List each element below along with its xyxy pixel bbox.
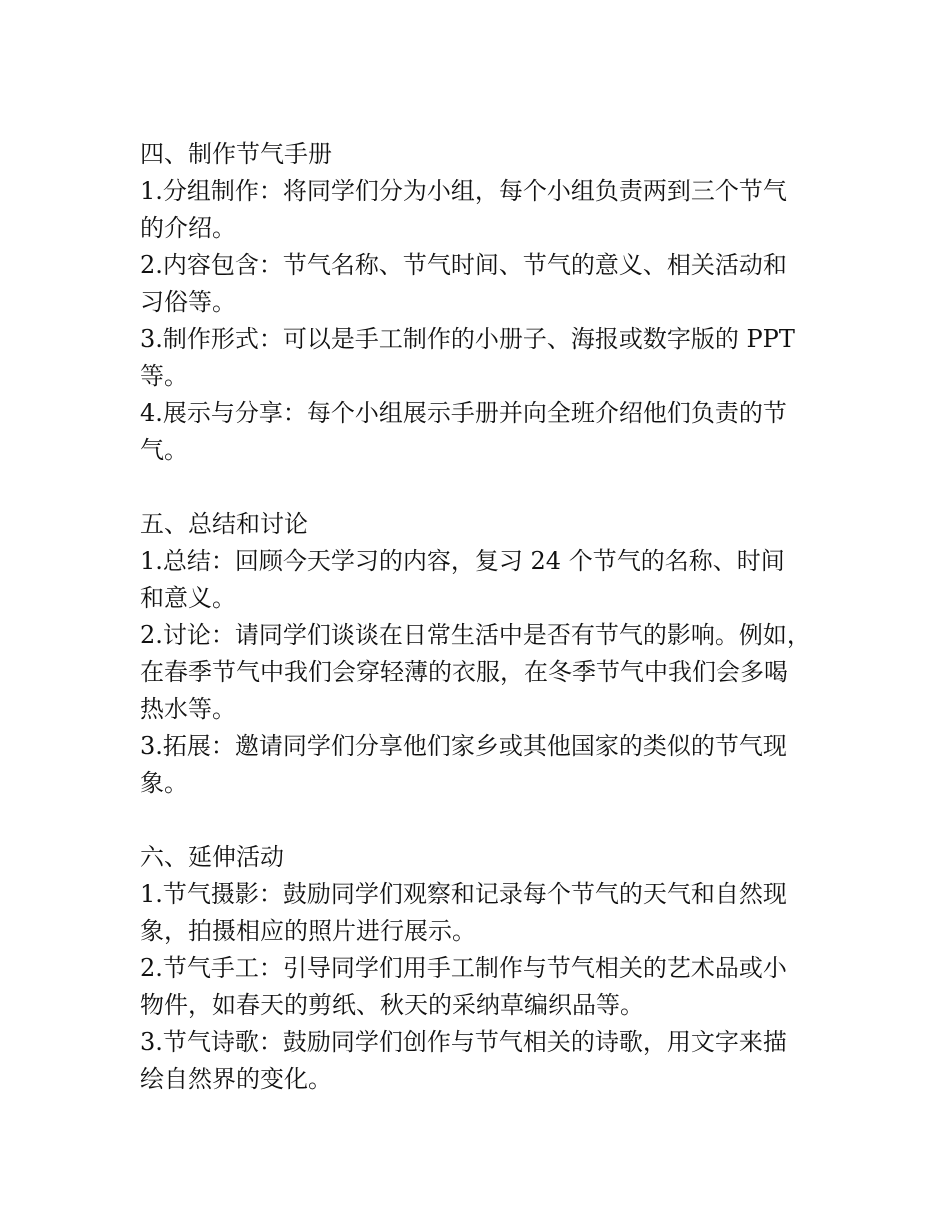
paragraph-line: 1.总结：回顾今天学习的内容，复习 24 个节气的名称、时间 [140,547,785,575]
paragraph-line: 热水等。 [140,695,236,723]
section-heading: 五、总结和讨论 [140,510,308,538]
paragraph-line: 的介绍。 [140,214,236,242]
paragraph-line: 3.制作形式：可以是手工制作的小册子、海报或数字版的 PPT [140,325,795,353]
paragraph-line: 4.展示与分享：每个小组展示手册并向全班介绍他们负责的节 [140,399,787,427]
paragraph-line: 3.节气诗歌：鼓励同学们创作与节气相关的诗歌，用文字来描 [140,1028,787,1056]
paragraph-line: 2.讨论：请同学们谈谈在日常生活中是否有节气的影响。例如， [140,621,811,649]
section-extension-activities [140,839,840,1098]
paragraph-line: 等。 [140,362,188,390]
paragraph-line: 和意义。 [140,584,236,612]
paragraph-line: 1.分组制作：将同学们分为小组，每个小组负责两到三个节气 [140,177,787,205]
document-page [140,136,840,1098]
paragraph-line: 2.节气手工：引导同学们用手工制作与节气相关的艺术品或小 [140,954,787,982]
section-heading: 四、制作节气手册 [140,140,332,168]
paragraph-line: 气。 [140,436,188,464]
paragraph-line: 在春季节气中我们会穿轻薄的衣服，在冬季节气中我们会多喝 [140,658,788,686]
paragraph-line: 3.拓展：邀请同学们分享他们家乡或其他国家的类似的节气现 [140,732,787,760]
paragraph-line: 象。 [140,769,188,797]
section-heading: 六、延伸活动 [140,843,284,871]
paragraph-line: 1.节气摄影：鼓励同学们观察和记录每个节气的天气和自然现 [140,880,787,908]
paragraph-line: 象，拍摄相应的照片进行展示。 [140,917,476,945]
section-summary-and-discussion [140,506,840,802]
paragraph-line: 习俗等。 [140,288,236,316]
paragraph-line: 绘自然界的变化。 [140,1065,332,1093]
section-make-solar-term-handbook [140,136,840,469]
paragraph-line: 物件，如春天的剪纸、秋天的采纳草编织品等。 [140,991,644,1019]
paragraph-line: 2.内容包含：节气名称、节气时间、节气的意义、相关活动和 [140,251,787,279]
